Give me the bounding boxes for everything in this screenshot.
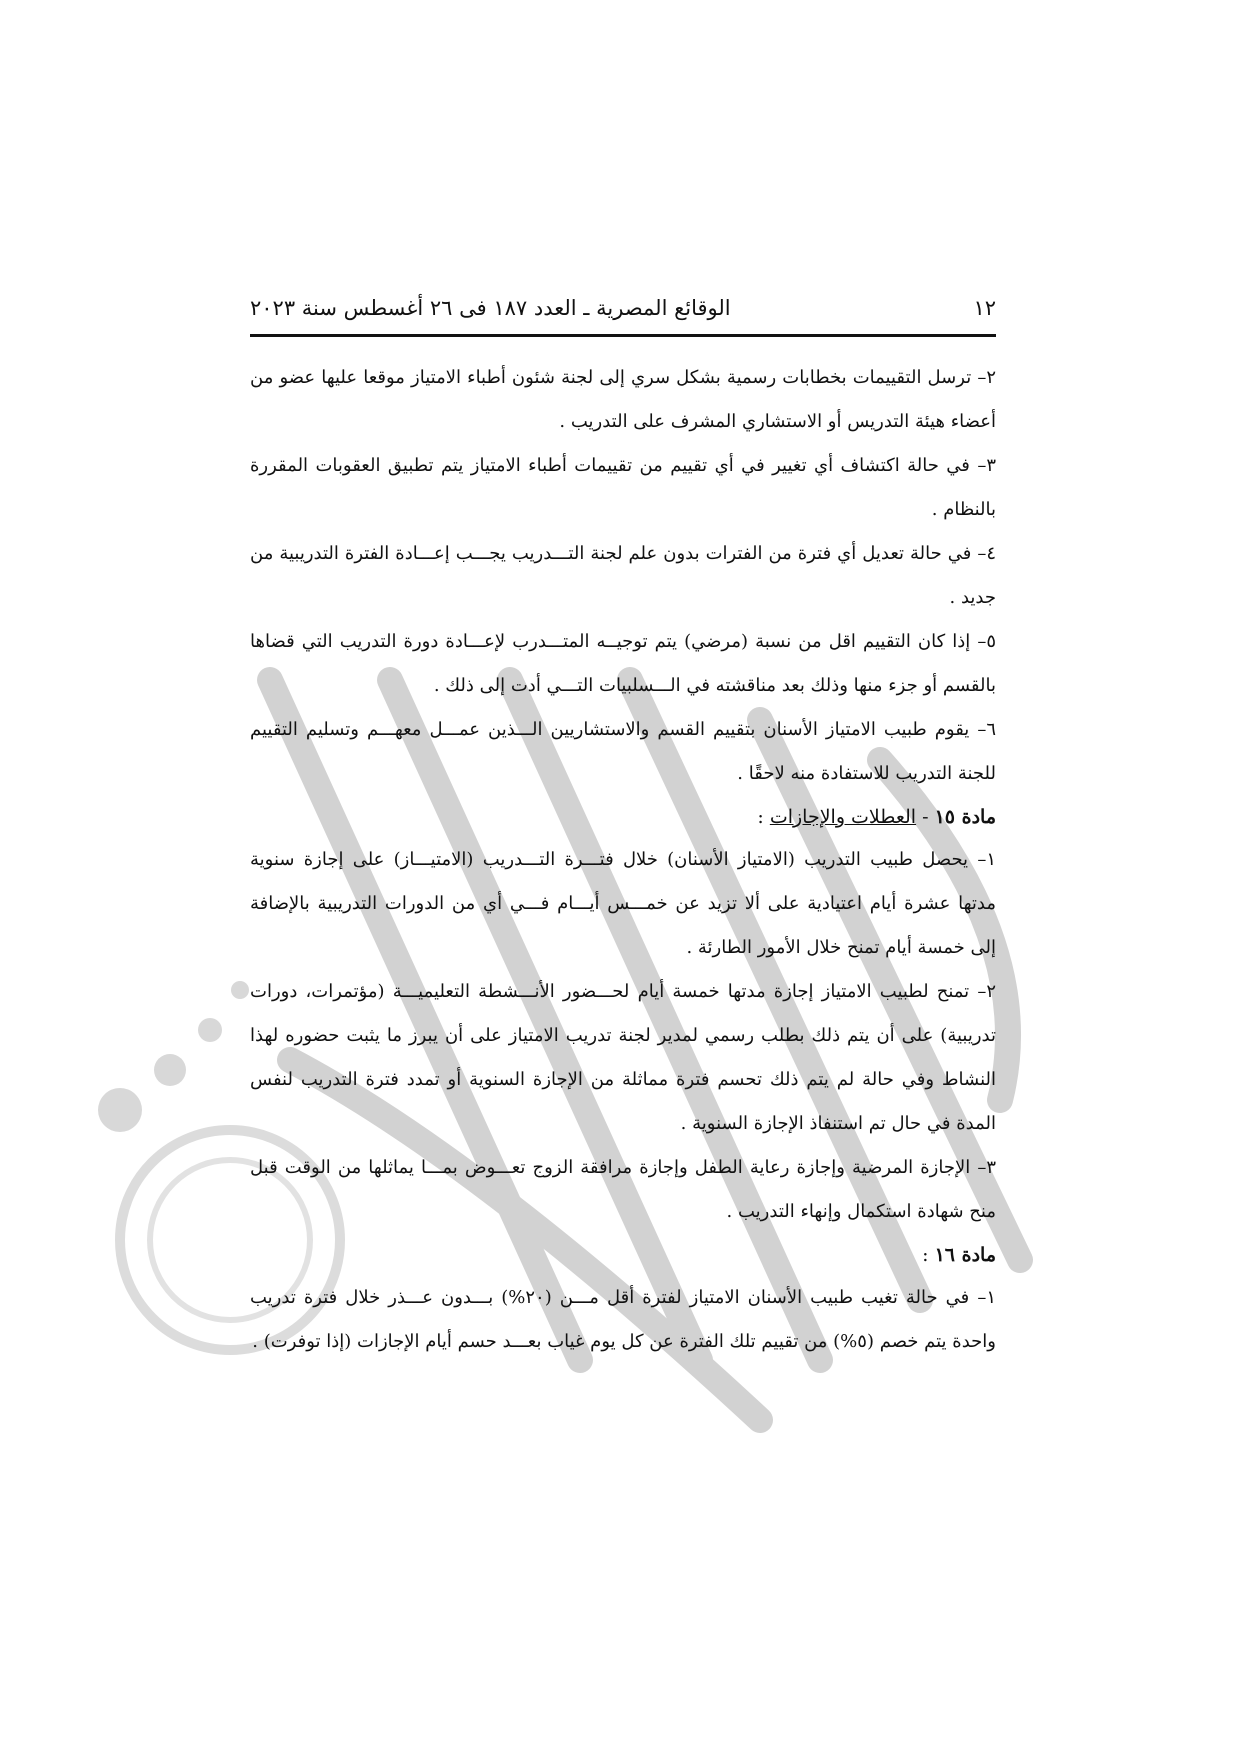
clause-b3: ٣– الإجازة المرضية وإجازة رعاية الطفل وإجازة مرافقة الزوج تعـــوض بمـــا يماثلها من الوقت قبل منح شهادة استكمال وإنهاء التدريب . [250,1157,996,1222]
clause-a5: ٥– إذا كان التقييم اقل من نسبة (مرضي) يتم توجيــه المتـــدرب لإعـــادة دورة التدريب التي قضاها بالقسم أو جزء منها وذلك بعد مناقشته في الـــسلبيات التـــي أدت إلى ذلك . [250,631,996,696]
article-15-label: مادة ١٥ [934,806,996,828]
article-16-label: مادة ١٦ [934,1244,996,1266]
clause-a2: ٢– ترسل التقييمات بخطابات رسمية بشكل سري إلى لجنة شئون أطباء الامتياز موقعا عليها عضو من أعضاء هيئة التدريس أو الاستشاري المشرف على التدريب . [250,367,996,432]
article-15-title: العطلات والإجازات [769,806,917,828]
clause-a3: ٣– في حالة اكتشاف أي تغيير في أي تقييم من تقييمات أطباء الامتياز يتم تطبيق العقوبات المقررة بالنظام . [250,455,996,520]
article-15-dash: - [916,806,935,828]
clause-c1: ١– في حالة تغيب طبيب الأسنان الامتياز لفترة أقل مـــن (٢٠%) بـــدون عـــذر خلال فترة تدريب واحدة يتم خصم (٥%) من تقييم تلك الفترة عن كل يوم غياب بعـــد حسم أيام الإجازات (إذا توفرت) . [250,1287,996,1352]
article-15-heading [250,796,996,838]
article-16-heading [250,1234,996,1276]
clause-b1: ١– يحصل طبيب التدريب (الامتياز الأسنان) خلال فتـــرة التـــدريب (الامتيـــاز) على إجازة سنوية مدتها عشرة أيام اعتيادية على ألا تزيد عن خمـــس أيـــام فـــي أي من الدورات التدريبية بالإضافة إلى خمسة أيام تمنح خلال الأمور الطارئة . [250,849,996,958]
header-rule [250,334,996,337]
article-15-colon: : [757,806,770,828]
clause-b2: ٢– تمنح لطبيب الامتياز إجازة مدتها خمسة أيام لحـــضور الأنـــشطة التعليميـــة (مؤتمرات، دورات تدريبية) على أن يتم ذلك بطلب رسمي لمدير لجنة تدريب الامتياز على أن يبرز ما يثبت حضوره لهذا النشاط وفي حالة لم يتم ذلك تحسم فترة مماثلة من الإجازة السنوية أو تمدد فترة التدريب لنفس المدة في حال تم استنفاذ الإجازة السنوية . [250,981,996,1134]
page-number: ١٢ [973,296,996,320]
page-header [250,280,996,320]
clause-a6: ٦– يقوم طبيب الامتياز الأسنان بتقييم القسم والاستشاريين الـــذين عمـــل معهـــم وتسليم التقييم للجنة التدريب للاستفادة منه لاحقًا . [250,719,996,784]
document-body [250,356,996,1364]
article-16-colon: : [922,1244,935,1266]
clause-a4: ٤– في حالة تعديل أي فترة من الفترات بدون علم لجنة التـــدريب يجـــب إعـــادة الفترة التدريبية من جديد . [250,543,996,608]
publication-title: الوقائع المصرية ـ العدد ١٨٧ فى ٢٦ أغسطس سنة ٢٠٢٣ [250,296,731,320]
